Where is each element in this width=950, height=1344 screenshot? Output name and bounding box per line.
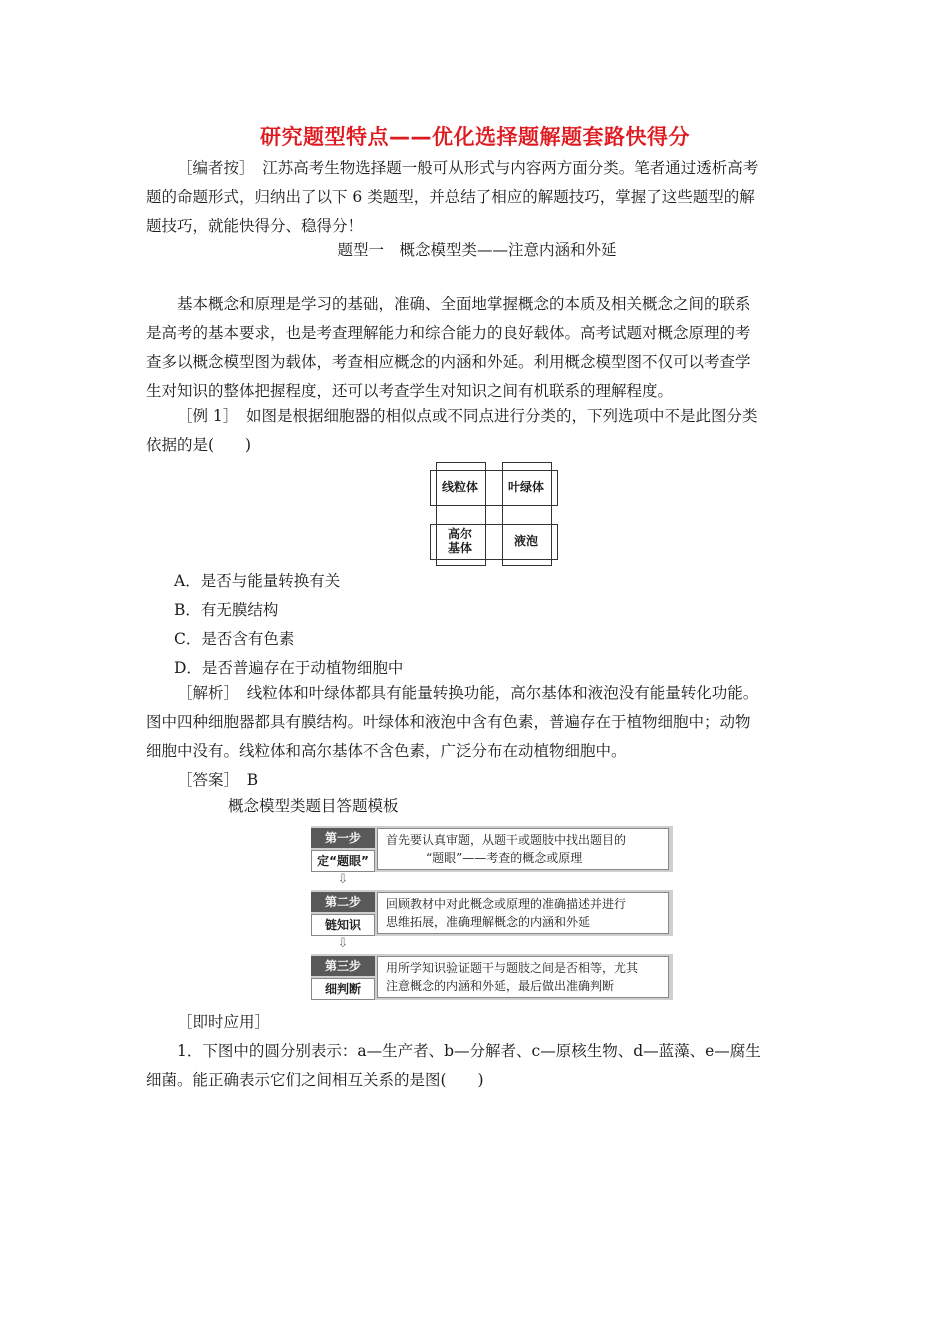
option-b: B．有无膜结构 bbox=[174, 601, 279, 619]
paragraph-line: 是高考的基本要求，也是考查理解能力和综合能力的良好载体。高考试题对概念原理的考 bbox=[146, 324, 751, 342]
paragraph-line: 查多以概念模型图为载体，考查相应概念的内涵和外延。利用概念模型图不仅可以考查学 bbox=[146, 353, 751, 371]
section-heading: 题型一 概念模型类——注意内涵和外延 bbox=[337, 241, 617, 259]
organelle-vacuole: 液泡 bbox=[504, 525, 548, 557]
answer-template bbox=[311, 826, 673, 1006]
analysis-line: 细胞中没有。线粒体和高尔基体不含色素，广泛分布在动植物细胞中。 bbox=[146, 742, 627, 760]
example-1-question bbox=[146, 402, 808, 460]
example-1-options bbox=[146, 567, 808, 683]
organelle-golgi: 高尔 基体 bbox=[438, 525, 482, 557]
example-1-analysis bbox=[146, 679, 808, 795]
editor-note-line: 题技巧，就能快得分、稳得分！ bbox=[146, 217, 364, 235]
option-a: A．是否与能量转换有关 bbox=[174, 572, 341, 590]
step-1-desc-line: 首先要认真审题，从题干或题肢中找出题目的 bbox=[386, 833, 627, 847]
step-3-name: 细判断 bbox=[311, 978, 375, 1000]
analysis-line: 图中四种细胞器都具有膜结构。叶绿体和液泡中含有色素，普遍存在于植物细胞中；动物 bbox=[146, 713, 751, 731]
paragraph-line: 生对知识的整体把握程度，还可以考查学生对知识之间有机联系的理解程度。 bbox=[146, 382, 674, 400]
down-arrow-icon: ⇩ bbox=[337, 872, 349, 887]
organelle-mitochondria: 线粒体 bbox=[438, 471, 482, 503]
question-line: ［例 1］ 如图是根据细胞器的相似点或不同点进行分类的，下列选项中不是此图分类 bbox=[177, 407, 758, 425]
step-3-label: 第三步 bbox=[311, 956, 375, 976]
step-1-desc bbox=[377, 828, 669, 870]
practice-section bbox=[146, 1008, 808, 1095]
step-3-desc-line: 注意概念的内涵和外延，最后做出准确判断 bbox=[386, 979, 615, 993]
option-c: C．是否含有色素 bbox=[174, 630, 295, 648]
editor-note-line: ［编者按］ 江苏高考生物选择题一般可从形式与内容两方面分类。笔者通过透析高考 bbox=[177, 159, 759, 177]
analysis-line: ［解析］ 线粒体和叶绿体都具有能量转换功能，高尔基体和液泡没有能量转化功能。 bbox=[177, 684, 759, 702]
step-2-desc-line: 思维拓展，准确理解概念的内涵和外延 bbox=[386, 915, 591, 929]
step-1-label: 第一步 bbox=[311, 828, 375, 848]
editor-note-line: 题的命题形式，归纳出了以下 6 类题型，并总结了相应的解题技巧，掌握了这些题型的解 bbox=[146, 188, 755, 206]
practice-q1-line: 细菌。能正确表示它们之间相互关系的是图( ) bbox=[146, 1071, 484, 1089]
organelle-chloroplast: 叶绿体 bbox=[504, 471, 548, 503]
template-caption: 概念模型类题目答题模板 bbox=[228, 797, 399, 815]
template-caption-wrap bbox=[146, 792, 808, 821]
practice-q1-line: 1．下图中的圆分别表示：a—生产者、b—分解者、c—原核生物、d—蓝藻、e—腐生 bbox=[177, 1042, 761, 1060]
step-2-label: 第二步 bbox=[311, 892, 375, 912]
step-1-desc-line: “题眼”——考查的概念或原理 bbox=[426, 851, 583, 865]
organelle-diagram bbox=[430, 462, 558, 566]
step-3-desc-line: 用所学知识验证题干与题肢之间是否相等，尤其 bbox=[386, 961, 639, 975]
question-line: 依据的是( ) bbox=[146, 436, 252, 454]
page-title: 研究题型特点——优化选择题解题套路快得分 bbox=[260, 125, 690, 149]
section-heading-wrap bbox=[146, 236, 808, 265]
step-2-name: 链知识 bbox=[311, 914, 375, 936]
paragraph-line: 基本概念和原理是学习的基础，准确、全面地掌握概念的本质及相关概念之间的联系 bbox=[177, 295, 751, 313]
answer-line: ［答案］ B bbox=[177, 771, 259, 789]
step-2-desc bbox=[377, 892, 669, 934]
step-2-desc-line: 回顾教材中对此概念或原理的准确描述并进行 bbox=[386, 897, 627, 911]
editor-note bbox=[146, 154, 808, 241]
step-3-desc bbox=[377, 956, 669, 998]
practice-heading: ［即时应用］ bbox=[177, 1013, 271, 1031]
paragraph-concepts bbox=[146, 290, 808, 406]
step-1-name: 定“题眼” bbox=[311, 850, 375, 872]
down-arrow-icon: ⇩ bbox=[337, 936, 349, 951]
option-d: D．是否普遍存在于动植物细胞中 bbox=[174, 659, 404, 677]
